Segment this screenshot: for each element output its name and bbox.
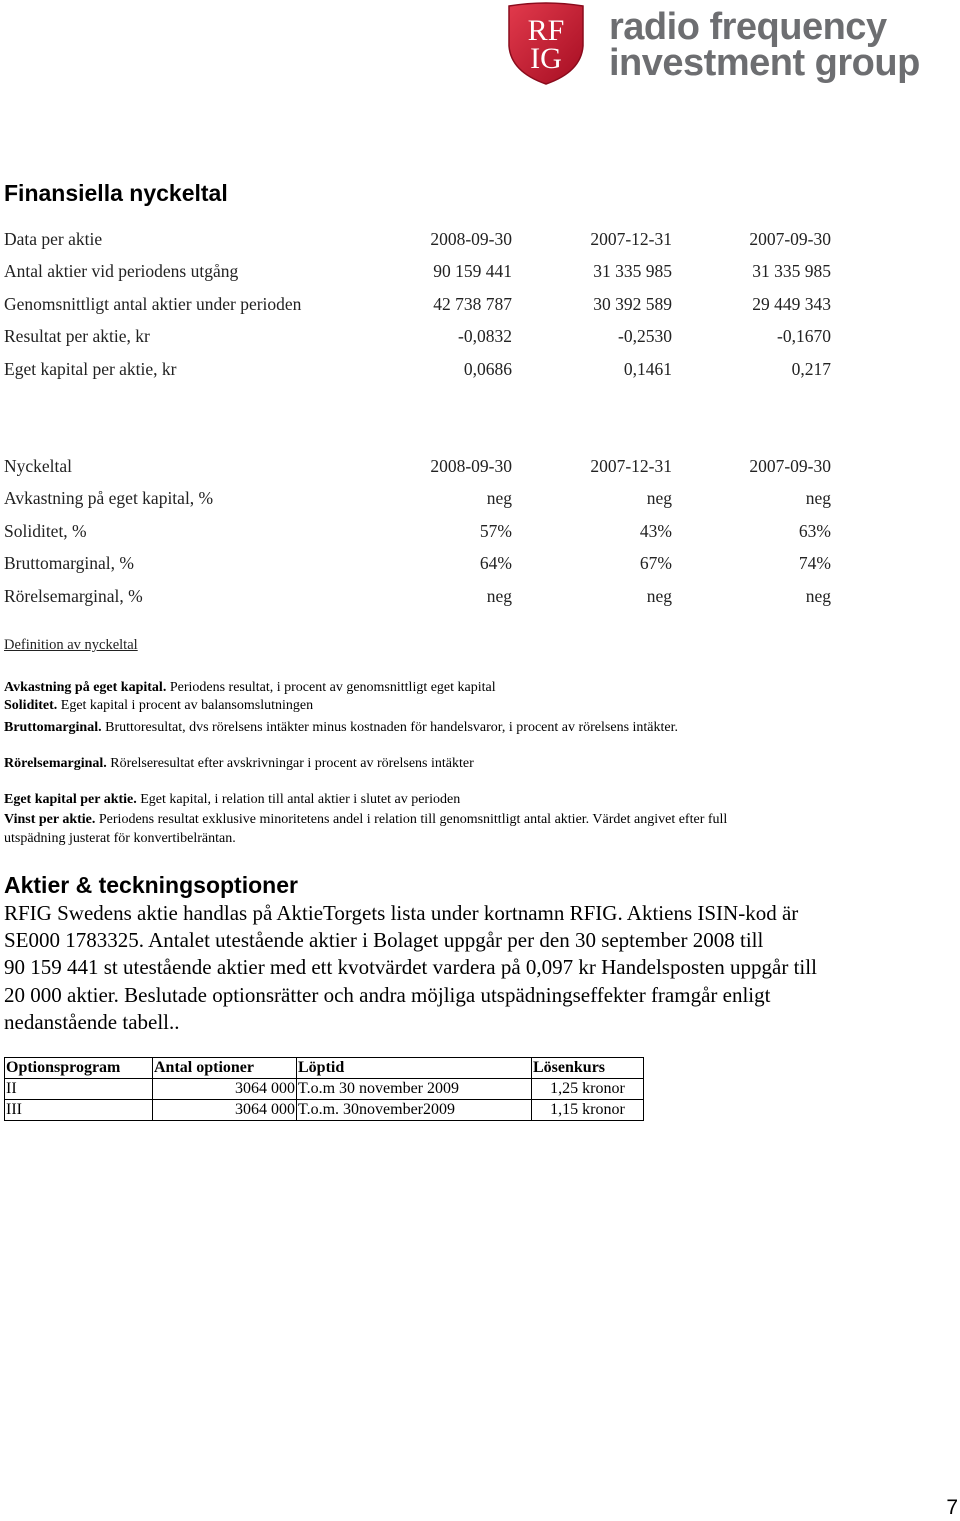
header-col-3: 2007-09-30 [749,229,831,249]
definition-text: Periodens resultat, i procent av genomsnittligt eget kapital [166,680,496,695]
definition-eps [4,811,804,829]
row-label: Resultat per aktie, kr [4,326,150,347]
cell: -0,0832 [458,326,512,347]
cell: 1,25 kronor [532,1079,644,1100]
definition-solidity [4,697,804,715]
cell: 74% [798,553,831,574]
header-strike-price: Lösenkurs [532,1058,644,1079]
definition-text: Rörelseresultat efter avskrivningar i procent av rörelsens intäkter [106,756,474,771]
table-row [4,547,834,579]
definition-gross-margin [4,719,804,737]
table-row [4,320,834,352]
cell: 31 335 985 [752,261,831,282]
cell: 3064 000 [153,1079,297,1100]
paragraph-line: 90 159 441 st utestående aktier med ett kvotvärdet vardera på 0,097 kr Handelsposten uppgår till [4,955,817,980]
cell: neg [805,585,831,606]
table-row [5,1100,644,1121]
header-option-program: Optionsprogram [5,1058,153,1079]
cell: T.o.m 30 november 2009 [297,1079,532,1100]
definition-term: Eget kapital per aktie. [4,792,137,807]
definition-term: Rörelsemarginal. [4,756,107,771]
cell: 63% [798,520,831,541]
cell: 43% [639,520,672,541]
definitions-title: Definition av nyckeltal [4,637,138,653]
table-row [4,580,834,612]
row-label: Soliditet, % [4,520,87,541]
cell: 3064 000 [153,1100,297,1121]
cell: 31 335 985 [593,261,672,282]
definition-text: Eget kapital i procent av balansomslutningen [57,698,314,713]
row-label: Genomsnittligt antal aktier under perioden [4,293,302,314]
logo-text-line1: radio frequency [609,6,887,48]
cell: 0,0686 [463,358,512,379]
table-row [5,1079,644,1100]
header-label: Nyckeltal [4,456,73,476]
row-label: Bruttomarginal, % [4,553,134,574]
cell: 64% [479,553,512,574]
definition-eps-continued [4,830,804,848]
cell: 30 392 589 [593,293,672,314]
definition-equity-per-share [4,791,804,809]
paragraph-line: SE000 1783325. Antalet utestående aktier i Bolaget uppgår per den 30 september 2008 till [4,928,764,953]
cell: 42 738 787 [433,293,512,314]
paragraph-line: 20 000 aktier. Beslutade optionsrätter och andra möjliga utspädningseffekter framgår enligt [4,982,771,1007]
section-title-shares-options: Aktier & teckningsoptioner [4,872,298,898]
cell: neg [486,585,512,606]
definition-term: Bruttomarginal. [4,720,102,735]
cell: 29 449 343 [752,293,831,314]
definition-text: Eget kapital, i relation till antal aktier i slutet av perioden [136,792,461,807]
table-row [4,353,834,385]
definition-roe [4,679,804,697]
company-logo [505,2,925,88]
options-table [4,1057,644,1121]
paragraph-line: nedanstående tabell.. [4,1009,180,1034]
table-header-row [5,1058,644,1079]
cell: 0,217 [791,358,831,379]
header-number-of-options: Antal optioner [153,1058,297,1079]
cell: 67% [639,553,672,574]
cell: T.o.m. 30november2009 [297,1100,532,1121]
definition-term: Avkastning på eget kapital. [4,680,167,695]
row-label: Rörelsemarginal, % [4,585,143,606]
definition-text: Periodens resultat exklusive minoritetens andel i relation till genomsnittligt antal aktier. Värdet angivet efter full [95,812,728,827]
rfig-shield-icon [505,2,587,86]
table-row [4,288,834,320]
header-col-1: 2008-09-30 [430,456,512,476]
cell: -0,1670 [777,326,831,347]
table-row [4,482,834,514]
table-row [4,255,834,287]
table-row [4,515,834,547]
key-ratios-table [4,450,834,612]
definition-text: Bruttoresultat, dvs rörelsens intäkter minus kostnaden för handelsvaror, i procent av rörelsens intäkter. [101,720,679,735]
cell: 1,15 kronor [532,1100,644,1121]
page-number: 7 [946,1496,958,1519]
header-col-2: 2007-12-31 [590,456,672,476]
definition-operating-margin [4,755,804,773]
row-label: Eget kapital per aktie, kr [4,358,177,379]
header-term: Löptid [297,1058,532,1079]
row-label: Avkastning på eget kapital, % [4,488,214,509]
data-per-share-table [4,223,834,385]
cell: II [5,1079,153,1100]
paragraph-line: RFIG Swedens aktie handlas på AktieTorgets lista under kortnamn RFIG. Aktiens ISIN-kod är [4,901,799,925]
definition-term: Vinst per aktie. [4,812,96,827]
definition-text: utspädning justerat för konvertibelräntan. [4,831,236,846]
table-header-row [4,450,834,482]
cell: neg [805,488,831,509]
definition-term: Soliditet. [4,698,58,713]
shares-paragraph [4,900,924,1036]
logo-text-line2: investment group [609,42,920,84]
cell: neg [486,488,512,509]
shield-text-bottom: IG [530,42,562,75]
cell: 0,1461 [623,358,672,379]
cell: neg [646,488,672,509]
header-col-2: 2007-12-31 [590,229,672,249]
cell: III [5,1100,153,1121]
cell: neg [646,585,672,606]
shield-text-top: RF [527,14,565,47]
header-col-1: 2008-09-30 [430,229,512,249]
header-label: Data per aktie [4,229,103,249]
cell: 57% [479,520,512,541]
section-title-financial-ratios: Finansiella nyckeltal [4,180,228,206]
row-label: Antal aktier vid periodens utgång [4,261,239,282]
table-header-row [4,223,834,255]
cell: -0,2530 [618,326,672,347]
cell: 90 159 441 [433,261,512,282]
header-col-3: 2007-09-30 [749,456,831,476]
